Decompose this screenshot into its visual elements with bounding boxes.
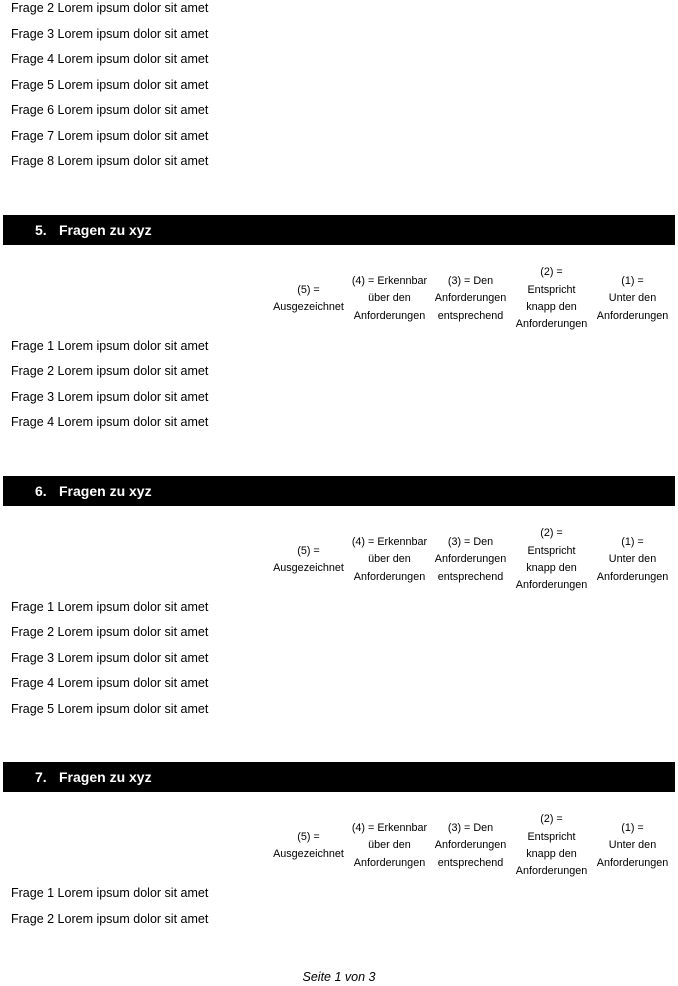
rating-scale-header [268, 263, 673, 335]
question-item: Frage 1 Lorem ipsum dolor sit amet [11, 600, 209, 614]
scale-label-5: (5) = Ausgezeichnet [273, 544, 344, 574]
scale-label-3: (3) = Den Anforderungen entsprechend [434, 822, 507, 869]
scale-label-5: (5) = Ausgezeichnet [273, 283, 344, 313]
scale-label-2: (2) = Entspricht knapp den Anforderungen [515, 813, 588, 878]
question-item: Frage 2 Lorem ipsum dolor sit amet [11, 625, 209, 639]
scale-label-1: (1) = Unter den Anforderungen [596, 822, 669, 869]
question-item: Frage 5 Lorem ipsum dolor sit amet [11, 702, 209, 716]
scale-label-1: (1) = Unter den Anforderungen [596, 275, 669, 322]
question-item: Frage 3 Lorem ipsum dolor sit amet [11, 27, 209, 41]
scale-label-2: (2) = Entspricht knapp den Anforderungen [515, 527, 588, 592]
question-item: Frage 4 Lorem ipsum dolor sit amet [11, 415, 209, 429]
rating-scale-header [268, 524, 673, 596]
scale-label-4: (4) = Erkennbar über den Anforderungen [351, 275, 428, 322]
question-item: Frage 1 Lorem ipsum dolor sit amet [11, 886, 209, 900]
scale-label-1: (1) = Unter den Anforderungen [596, 536, 669, 583]
section-number: 6. [35, 483, 47, 499]
scale-label-4: (4) = Erkennbar über den Anforderungen [351, 822, 428, 869]
question-item: Frage 4 Lorem ipsum dolor sit amet [11, 676, 209, 690]
rating-scale-header [268, 810, 673, 882]
page-footer: Seite 1 von 3 [302, 970, 376, 984]
section-title: Fragen zu xyz [59, 483, 152, 499]
question-item: Frage 2 Lorem ipsum dolor sit amet [11, 912, 209, 926]
question-item: Frage 4 Lorem ipsum dolor sit amet [11, 52, 209, 66]
question-item: Frage 1 Lorem ipsum dolor sit amet [11, 339, 209, 353]
question-item: Frage 3 Lorem ipsum dolor sit amet [11, 651, 209, 665]
section-title: Fragen zu xyz [59, 769, 152, 785]
section-number: 5. [35, 222, 47, 238]
section-number: 7. [35, 769, 47, 785]
question-item: Frage 3 Lorem ipsum dolor sit amet [11, 390, 209, 404]
section-header [3, 762, 675, 792]
scale-label-4: (4) = Erkennbar über den Anforderungen [351, 536, 428, 583]
scale-label-2: (2) = Entspricht knapp den Anforderungen [515, 266, 588, 331]
question-item: Frage 2 Lorem ipsum dolor sit amet [11, 1, 209, 15]
section-header [3, 476, 675, 506]
scale-label-5: (5) = Ausgezeichnet [273, 830, 344, 860]
section-title: Fragen zu xyz [59, 222, 152, 238]
question-item: Frage 6 Lorem ipsum dolor sit amet [11, 103, 209, 117]
section-header [3, 215, 675, 245]
question-item: Frage 8 Lorem ipsum dolor sit amet [11, 154, 209, 168]
question-item: Frage 7 Lorem ipsum dolor sit amet [11, 129, 209, 143]
question-item: Frage 2 Lorem ipsum dolor sit amet [11, 364, 209, 378]
scale-label-3: (3) = Den Anforderungen entsprechend [434, 536, 507, 583]
scale-label-3: (3) = Den Anforderungen entsprechend [434, 275, 507, 322]
question-item: Frage 5 Lorem ipsum dolor sit amet [11, 78, 209, 92]
